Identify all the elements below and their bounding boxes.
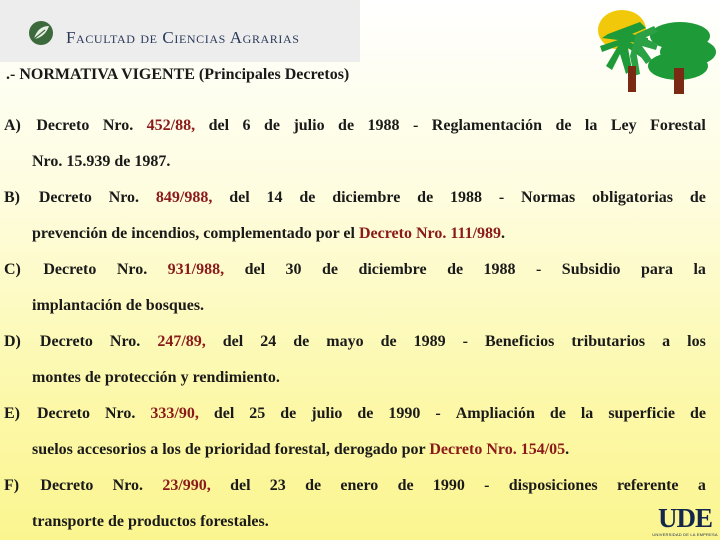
decree-word: 25 — [249, 405, 266, 422]
decree-line-2 — [4, 216, 706, 252]
decree-letter: A) — [4, 117, 21, 134]
decree-letter: B) — [4, 189, 20, 206]
decree-text: suelos accesorios a los de prioridad forestal, derogado por — [32, 441, 430, 458]
decree-word: la — [580, 405, 594, 422]
decree-letter: F) — [4, 477, 20, 494]
decree-word: de — [299, 189, 316, 206]
decree-word: de — [689, 405, 706, 422]
decree-word: de — [280, 405, 297, 422]
decree-word: 6 — [242, 117, 251, 134]
decree-word: Nro. — [109, 333, 141, 350]
trees-logo — [592, 4, 716, 98]
decree-number: 849/988, — [155, 189, 213, 206]
decree-word: del — [244, 261, 266, 278]
decree-word: de — [689, 189, 706, 206]
decree-reference: Decreto Nro. 111/989 — [358, 225, 502, 242]
decree-word: - — [536, 261, 542, 278]
decree-word: la — [693, 261, 706, 278]
decree-word: Nro. — [105, 405, 136, 422]
decree-word: obligatorias — [592, 189, 673, 206]
decree-word: del — [229, 189, 250, 206]
decree-word: Nro. — [116, 261, 148, 278]
decree-line-1 — [4, 468, 706, 504]
decree-item — [4, 396, 706, 468]
decree-item — [4, 108, 706, 180]
decree-reference: Decreto Nro. 154/05 — [429, 441, 566, 458]
decree-line-1 — [4, 180, 706, 216]
decree-number: 247/89, — [157, 333, 206, 350]
decree-word: de — [380, 333, 397, 350]
decree-word: de — [555, 117, 572, 134]
decree-word: de — [305, 477, 322, 494]
decree-word: - — [484, 477, 490, 494]
decree-word: - — [462, 333, 468, 350]
decree-word: julio — [293, 117, 325, 134]
decree-word: la — [584, 117, 598, 134]
decree-word: Reglamentación — [431, 117, 542, 134]
ude-logo — [652, 504, 718, 540]
faculty-logo-banner — [0, 0, 360, 62]
decree-list — [4, 108, 706, 540]
decree-word: Decreto — [40, 477, 94, 494]
decree-line-2: implantación de bosques. — [32, 297, 205, 314]
decree-line-1 — [4, 396, 706, 432]
decree-word: de — [417, 189, 434, 206]
decree-word: diciembre — [332, 189, 401, 206]
decree-word: - — [412, 117, 419, 134]
decree-line-2: transporte de productos forestales. — [32, 513, 269, 530]
decree-text: . — [501, 225, 506, 242]
decree-word: Ley — [610, 117, 637, 134]
decree-word: - — [435, 405, 441, 422]
decree-word: Nro. — [112, 477, 144, 494]
decree-word: de — [263, 117, 280, 134]
decree-word: Beneficios — [485, 333, 555, 350]
decree-line-2: Nro. 15.939 de 1987. — [32, 153, 171, 170]
decree-line-1 — [4, 108, 706, 144]
decree-text: . — [565, 441, 570, 458]
decree-word: del — [222, 333, 244, 350]
decree-word: 1990 — [432, 477, 465, 494]
decree-word: Ampliación — [455, 405, 535, 422]
decree-word: Decreto — [36, 117, 90, 134]
decree-word: Nro. — [102, 117, 134, 134]
decree-word: a — [662, 333, 671, 350]
decree-word: los — [687, 333, 706, 350]
decree-word: de — [549, 405, 566, 422]
decree-word: de — [447, 261, 464, 278]
decree-word: Decreto — [38, 189, 92, 206]
decree-number: 333/90, — [150, 405, 199, 422]
decree-word: de — [338, 117, 355, 134]
decree-word: Forestal — [650, 117, 706, 134]
decree-word: para — [640, 261, 673, 278]
decree-word: del — [208, 117, 230, 134]
decree-word: diciembre — [358, 261, 427, 278]
decree-word: - — [498, 189, 505, 206]
faculty-name: Facultad de Ciencias Agrarias — [66, 28, 300, 47]
decree-letter: D) — [4, 333, 21, 350]
decree-word: 14 — [266, 189, 283, 206]
decree-text: prevención de incendios, complementado por el — [32, 225, 359, 242]
ude-logo-subtext: UNIVERSIDAD DE LA EMPRESA — [652, 532, 718, 537]
decree-word: 30 — [285, 261, 302, 278]
decree-letter: E) — [4, 405, 20, 422]
decree-word: referente — [616, 477, 679, 494]
decree-word: Decreto — [39, 333, 93, 350]
decree-word: Decreto — [43, 261, 97, 278]
decree-word: de — [293, 333, 310, 350]
decree-word: disposiciones — [508, 477, 598, 494]
decree-item — [4, 324, 706, 396]
decree-letter: C) — [4, 261, 21, 278]
section-title: .- NORMATIVA VIGENTE (Principales Decretos) — [6, 66, 350, 83]
decree-word: 1988 — [483, 261, 516, 278]
decree-line-2: montes de protección y rendimiento. — [32, 369, 280, 386]
leaf-icon — [28, 20, 54, 46]
decree-number: 452/88, — [146, 117, 196, 134]
decree-word: a — [697, 477, 706, 494]
decree-word: superficie — [608, 405, 675, 422]
decree-number: 931/988, — [167, 261, 225, 278]
decree-word: julio — [311, 405, 343, 422]
decree-word: del — [230, 477, 251, 494]
decree-word: Subsidio — [561, 261, 621, 278]
decree-item — [4, 252, 706, 324]
decree-word: 1988 — [450, 189, 483, 206]
decree-line-1 — [4, 252, 706, 288]
decree-word: enero — [340, 477, 379, 494]
decree-word: de — [357, 405, 374, 422]
decree-word: 1989 — [413, 333, 446, 350]
ude-logo-text: UDE — [657, 503, 712, 533]
decree-line-2 — [4, 432, 706, 468]
decree-word: de — [321, 261, 338, 278]
decree-item — [4, 180, 706, 252]
decree-word: de — [397, 477, 414, 494]
decree-number: 23/990, — [162, 477, 211, 494]
decree-word: mayo — [326, 333, 364, 350]
decree-word: Normas — [521, 189, 576, 206]
decree-word: 1990 — [388, 405, 421, 422]
decree-word: 23 — [269, 477, 286, 494]
decree-line-1 — [4, 324, 706, 360]
decree-word: del — [213, 405, 235, 422]
decree-word: 24 — [260, 333, 277, 350]
decree-word: Nro. — [108, 189, 140, 206]
decree-word: Decreto — [37, 405, 90, 422]
decree-word: tributarios — [571, 333, 646, 350]
decree-item — [4, 468, 706, 540]
decree-word: 1988 — [367, 117, 400, 134]
